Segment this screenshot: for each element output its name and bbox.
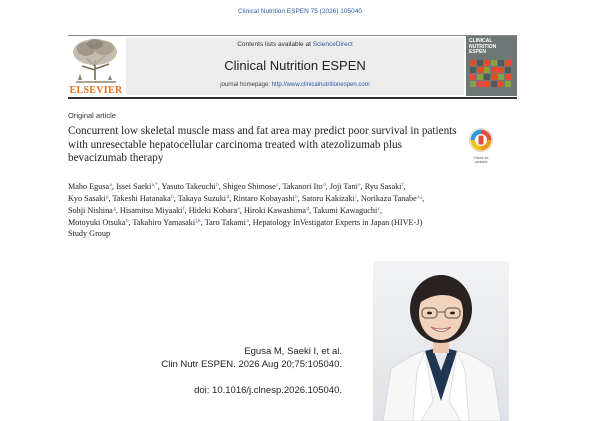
crossmark-label-line-2: updates [474,160,488,164]
author-name-text: Hiroki Kawashima [243,206,307,215]
author-name-text: Takaya Suzuki [177,194,227,203]
author-name[interactable] [244,206,309,215]
author-affiliation-marker[interactable]: f [401,183,404,188]
check-for-updates-icon[interactable] [468,127,494,155]
author-name[interactable] [133,218,201,227]
author-name[interactable] [361,194,422,203]
author-name-text: Satoru Kakizaki [301,194,355,203]
masthead-top-rule [68,35,517,36]
crossmark-label-line-1: Check for [473,156,489,160]
publisher-wordmark: ELSEVIER [69,85,123,96]
article-title: Concurrent low skeletal muscle mass and fat area may predict poor survival in patients with unresectable hepatocellular carcinoma treated with atezolizumab plus bevacizumab therapy [68,125,457,164]
author-name-text: Motoyuki Otsuka [68,218,126,227]
contents-available-line [126,41,464,48]
cover-title-line-1: CLINICAL [469,38,493,44]
author-name[interactable] [178,194,229,203]
author-affiliation-marker[interactable]: a,* [151,183,158,188]
citation-journal: Clin Nutr ESPEN. 2026 Aug 20;75:105040. [161,359,342,370]
author-name-text: Takumi Kawaguchi [313,206,378,215]
cover-title [469,39,496,56]
portrait-illustration [373,261,509,421]
author-affiliation-marker[interactable]: g [106,195,109,200]
author-name[interactable] [282,182,325,191]
citation-block [161,345,342,371]
masthead-center-panel [126,38,464,95]
author-name[interactable] [68,218,129,227]
author-name[interactable] [68,194,109,203]
author-name[interactable] [205,218,249,227]
author-name-text: Takahiro Yamasaki [132,218,196,227]
author-affiliation-marker[interactable]: j,k [195,219,201,224]
citation-doi[interactable]: doi: 10.1016/j.clnesp.2026.105040. [194,385,342,396]
author-name-text: Joji Tani [329,182,358,191]
author-name[interactable] [313,206,380,215]
journal-name: Clinical Nutrition ESPEN [224,58,366,73]
author-affiliation-marker[interactable]: a,j [417,195,423,200]
author-name[interactable] [233,194,298,203]
author-name[interactable] [365,182,404,191]
author-affiliation-marker[interactable]: i [355,195,357,200]
author-name[interactable] [68,182,112,191]
author-affiliation-marker[interactable]: f [182,207,185,212]
author-name[interactable] [120,206,185,215]
author-name-text: Sohji Nishina [68,206,113,215]
author-name-text: Taro Takami [204,218,246,227]
author-name[interactable] [189,206,240,215]
contents-prefix: Contents lists available at [237,41,313,48]
author-name[interactable] [162,182,219,191]
author-affiliation-marker[interactable]: b [216,183,219,188]
author-affiliation-marker[interactable]: a [109,183,112,188]
citation-authors: Egusa M, Saeki I, et al. [244,346,342,357]
homepage-url-link[interactable]: http://www.clinicalnutritionespen.com [271,82,370,88]
author-affiliation-marker[interactable]: c [377,207,380,212]
author-name-text: Ryu Sasaki [364,182,402,191]
author-list: Maho Egusa$^a$, Issei Saeki$^{a,*}$, Yasuto Takeuchi$^b$, Shigeo Shimose$^c$, Takanori Ito$^d$, Joji Tani$^e$, Ryu Sasaki$^f$, Kyo Sasaki$^g$, Takeshi Hatanaka$^h$, Takaya Suzuki$^d$, Rintaro Kobayashi$^h$, Satoru Kakizaki$^i$, Norikazu Tanabe$^{a,j}$, Sohji Nishina$^g$, Hisamitsu Miyaaki$^f$, Hideki Kobara$^e$, Hiroki Kawashima$^d$, Takumi Kawaguchi$^c$, Motoyuki Otsuka$^b$, Takahiro Yamasaki$^{j,k}$, Taro Takami$^a$, Hepatology InVestigator Experts in Japan (HIVE-J) Study Group [68,182,425,238]
author-affiliation-marker[interactable]: d [306,207,310,212]
author-affiliation-marker[interactable]: e [237,207,240,212]
author-name-text: Hideki Kobara [188,206,238,215]
author-name-text: Hisamitsu Miyaaki [119,206,183,215]
journal-cover-thumbnail [466,36,517,96]
check-for-updates-label [462,156,500,164]
article-type: Original article [68,111,116,120]
author-name-text: Norikazu Tanabe [360,194,417,203]
author-name[interactable] [116,182,158,191]
author-name-text: Takeshi Hatanaka [112,194,171,203]
author-name[interactable] [302,194,357,203]
journal-homepage-line [126,82,464,88]
author-name-text: Yasuto Takeuchi [161,182,216,191]
author-affiliation-marker[interactable]: e [358,183,361,188]
author-name[interactable] [330,182,361,191]
author-portrait-photo [373,261,509,421]
author-name[interactable] [112,194,173,203]
author-name-text: Maho Egusa [68,182,110,191]
author-name-text: Issei Saeki [116,182,152,191]
author-affiliation-marker[interactable]: d [323,183,326,188]
masthead-bottom-rule [68,97,517,99]
sciencedirect-link[interactable]: ScienceDirect [312,41,353,48]
author-affiliation-marker[interactable]: a [246,219,249,224]
author-name[interactable] [68,206,116,215]
author-affiliation-marker[interactable]: d [226,195,230,200]
author-name-text: Shigeo Shimose [222,182,276,191]
cover-title-line-2: NUTRITION [469,43,497,50]
homepage-prefix: journal homepage: [220,82,272,88]
journal-masthead [68,20,517,100]
author-affiliation-marker[interactable]: h [295,195,298,200]
author-name[interactable] [223,182,279,191]
author-affiliation-marker[interactable]: c [276,183,279,188]
cover-title-line-3: ESPEN [469,49,486,55]
author-affiliation-marker[interactable]: g [113,207,116,212]
author-name-text: Kyo Sasaki [68,194,106,203]
author-affiliation-marker[interactable]: h [171,195,174,200]
author-name-text: Hepatology InVestigator Experts in Japan (HIVE-J) Study Group [68,218,423,238]
author-affiliation-marker[interactable]: b [126,219,129,224]
author-name-text: Rintaro Kobayashi [233,194,295,203]
journal-citation-header: Clinical Nutrition ESPEN 75 (2026) 105040 [238,8,362,15]
author-name-text: Takanori Ito [282,182,323,191]
